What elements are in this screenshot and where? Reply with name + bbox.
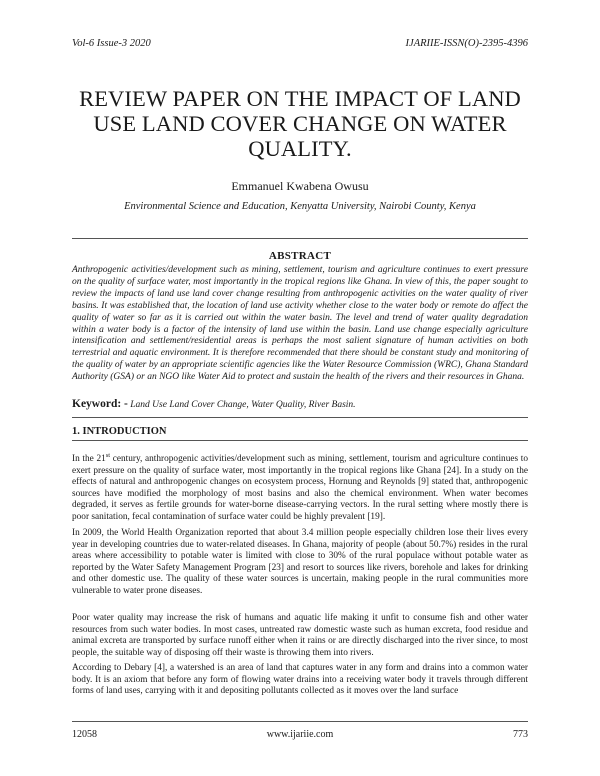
author-affiliation: Environmental Science and Education, Kenyatta University, Nairobi County, Kenya xyxy=(124,201,476,212)
intro-paragraph-4: According to Debary [4], a watershed is an area of land that captures water in any form and drains into a common water body. It is an axiom that before any form of flowing water drains into a receiving water body it travels through different forms of land uses, carrying with it and depositing pollutants collected as it moves over the land surface xyxy=(72,663,528,696)
intro-paragraph-1: In the 21st century, anthropogenic activities/development such as mining, settlement, tourism and agriculture continues to exert pressure on the quality of surface water, most importantly in the tropical regions like Ghana [24]. In a study on the effects of natural and anthropogenic changes on ecosystem process, Hornung and Reynolds [9] stated that, anthropogenic sources have modified the morphology of most basins and also the chemical environment. When water becomes degraded, it serves as fertile grounds for water-borne disease-carrying vectors. In the rural setting where mostly there is poor sanitation, fecal contamination of surface water could be highly prevalent [19]. xyxy=(72,451,528,522)
abstract-text: Anthropogenic activities/development such as mining, settlement, tourism and agriculture continues to exert pressure on the quality of surface water, most importantly in the tropical regions like Ghana. In view of this, the paper sought to review the impacts of land use land cover change resulting from anthropogenic activities on the water quality of river basins. It was established that, the location of land use activity whether close to the water body or remote do affect the quality of water so far as it is carried out within the water basin. The level and trend of water quality degradation within a water body is a factor of the intensity of land use within the basin. Land use change especially agriculture intensification and settlement/residential areas is perhaps the most salient signature of human activities on both terrestrial and aquatic environment. It is therefore recommended that there should be constant study and monitoring of the quality of water by an appropriate scientific agencies like the Water Resource Commission (WRC), Ghana Standard Authority (GSA) or an NGO like Water Aid to protect and sustain the health of the rivers and their resources in Ghana. xyxy=(72,265,528,383)
header-issn: IJARIIE-ISSN(O)-2395-4396 xyxy=(405,38,528,49)
abstract-top-rule xyxy=(72,238,528,239)
abstract-heading: ABSTRACT xyxy=(268,250,332,262)
header-volume: Vol-6 Issue-3 2020 xyxy=(72,38,151,49)
paper-title: REVIEW PAPER ON THE IMPACT OF LAND USE LAND COVER CHANGE ON WATER QUALITY. xyxy=(79,86,521,161)
section-top-rule xyxy=(72,417,528,418)
keywords-line xyxy=(72,398,528,410)
section-bottom-rule xyxy=(72,440,528,441)
footer-website[interactable]: www.ijariie.com xyxy=(266,729,334,740)
author-name: Emmanuel Kwabena Owusu xyxy=(231,179,369,193)
keywords-text: Land Use Land Cover Change, Water Quality, River Basin. xyxy=(130,400,356,410)
section-heading-introduction: 1. INTRODUCTION xyxy=(72,426,167,437)
footer-rule xyxy=(72,721,528,722)
footer-paper-id: 12058 xyxy=(72,729,97,740)
superscript-st: st xyxy=(105,451,111,459)
keywords-label: Keyword: - xyxy=(72,398,128,410)
intro-paragraph-3: Poor water quality may increase the risk of humans and aquatic life making it unfit to consume fish and other water resources from such water bodies. In most cases, untreated raw domestic waste such as human excreta, food residue and animal excreta are transported by surface runoff either when it rains or are directly discharged into the river since, to most people, the suitable way of disposing off their waste is throwing them into rivers. xyxy=(72,613,528,658)
intro-paragraph-2: In 2009, the World Health Organization reported that about 3.4 million people especially children lose their lives every year in developing countries due to water-related diseases. In Ghana, majority of people (about 50.7%) resides in the rural areas where accessibility to potable water is limited with close to 30% of the rural populace without potable water as reported by the Water Safety Management Program [23] and resort to sources like rivers, borehole and lakes for drinking and other domestic use. The quality of these water sources is uncertain, making people in the rural communities more vulnerable to water prone diseases. xyxy=(72,528,528,596)
footer-page-number: 773 xyxy=(513,729,528,740)
